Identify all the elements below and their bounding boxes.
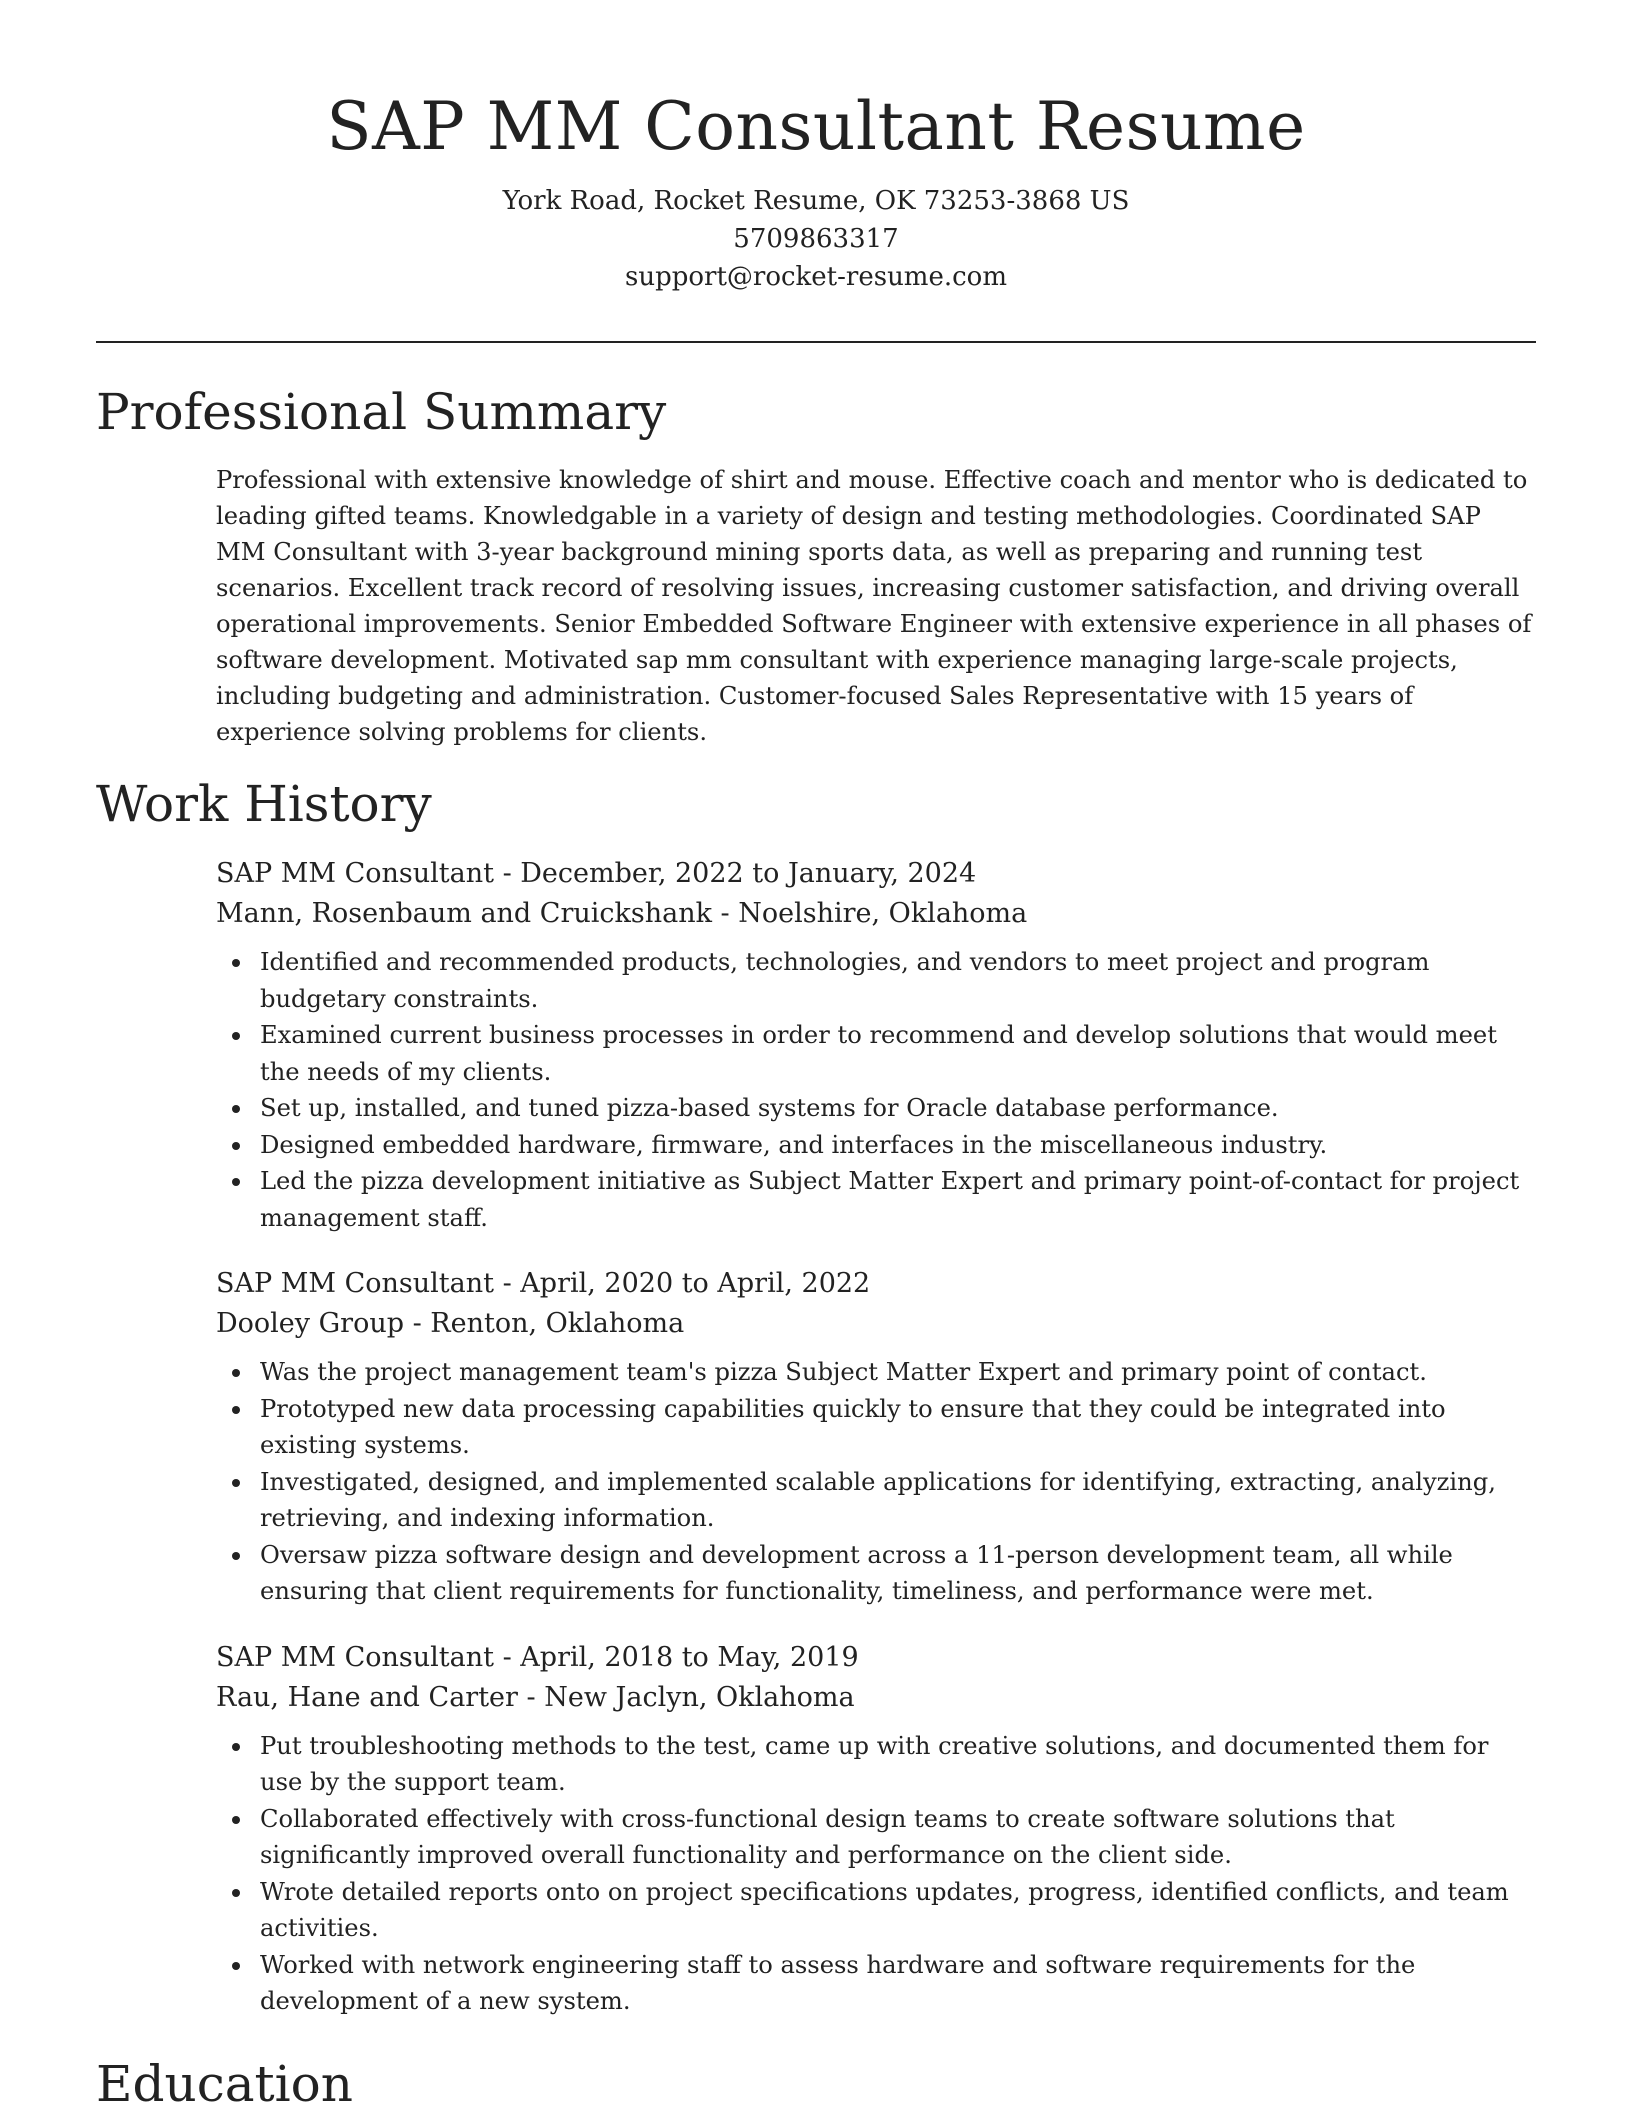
job-company-line: [216, 1678, 1536, 1718]
job-bullet: Collaborated effectively with cross-functional design teams to create software solutions that significantly improved overall functionality and performance on the client side.: [260, 1801, 1536, 1874]
job-company-line: [216, 894, 1536, 934]
job-company: Mann, Rosenbaum and Cruickshank: [216, 898, 712, 929]
job-bullet: Put troubleshooting methods to the test, came up with creative solutions, and documented them for use by the support team.: [260, 1728, 1536, 1801]
work-history-list: [216, 854, 1536, 2048]
job-bullet: Prototyped new data processing capabilities quickly to ensure that they could be integrated into existing systems.: [260, 1391, 1536, 1464]
section-heading-work-history: Work History: [96, 775, 432, 833]
resume-header: [96, 82, 1536, 296]
job-company: Dooley Group: [216, 1308, 405, 1339]
job-location: - New Jaclyn, Oklahoma: [517, 1681, 855, 1713]
job-title-line: [216, 854, 1536, 894]
job-title: SAP MM Consultant: [216, 858, 494, 889]
job-bullet: Was the project management team's pizza Subject Matter Expert and primary point of contact.: [260, 1354, 1536, 1391]
job-bullet: Designed embedded hardware, firmware, and interfaces in the miscellaneous industry.: [260, 1127, 1536, 1164]
job-bullets: [216, 944, 1536, 1236]
job-title-line: [216, 1638, 1536, 1678]
job-company: Rau, Hane and Carter: [216, 1681, 518, 1713]
job-bullet: Led the pizza development initiative as Subject Matter Expert and primary point-of-contact for project management staff.: [260, 1163, 1536, 1236]
job-dates: - April, 2018 to May, 2019: [494, 1641, 859, 1673]
contact-phone: 5709863317: [733, 224, 899, 254]
job-entry: [216, 1638, 1536, 2020]
job-company-line: [216, 1304, 1536, 1344]
contact-block: [96, 182, 1536, 296]
header-divider: [96, 341, 1536, 343]
job-dates: - December, 2022 to January, 2024: [494, 858, 977, 889]
job-bullet: Oversaw pizza software design and development across a 11-person development team, all while ensuring that client requirements for functionality, timeliness, and performance were met.: [260, 1537, 1536, 1610]
job-location: - Noelshire, Oklahoma: [711, 898, 1028, 929]
job-title: SAP MM Consultant: [216, 1641, 494, 1673]
job-title-line: [216, 1264, 1536, 1304]
resume-title: SAP MM Consultant Resume: [326, 88, 1306, 165]
job-bullet: Set up, installed, and tuned pizza-based systems for Oracle database performance.: [260, 1090, 1536, 1127]
summary-text: Professional with extensive knowledge of shirt and mouse. Effective coach and mentor who is dedicated to leading gifted teams. Knowledgable in a variety of design and testing methodologies. Coordinated SAP MM Consultant with 3-year background mining sports data, as well as preparing and running test scenarios. Excellent track record of resolving issues, increasing customer satisfaction, and driving overall operational improvements. Senior Embedded Software Engineer with extensive experience in all phases of software development. Motivated sap mm consultant with experience managing large-scale projects, including budgeting and administration. Customer-focused Sales Representative with 15 years of experience solving problems for clients.: [216, 466, 1532, 746]
job-bullets: [216, 1354, 1536, 1610]
job-bullet: Examined current business processes in order to recommend and develop solutions that would meet the needs of my clients.: [260, 1017, 1536, 1090]
job-bullet: Worked with network engineering staff to assess hardware and software requirements for the development of a new system.: [260, 1947, 1536, 2020]
job-bullet: Identified and recommended products, technologies, and vendors to meet project and program budgetary constraints.: [260, 944, 1536, 1017]
job-dates: - April, 2020 to April, 2022: [494, 1268, 871, 1299]
job-bullets: [216, 1728, 1536, 2020]
job-bullet: Wrote detailed reports onto on project specifications updates, progress, identified conflicts, and team activities.: [260, 1874, 1536, 1947]
contact-email: support@rocket-resume.com: [624, 262, 1007, 292]
job-bullet: Investigated, designed, and implemented scalable applications for identifying, extracting, analyzing, retrieving, and indexing information.: [260, 1464, 1536, 1537]
job-entry: [216, 854, 1536, 1236]
job-title: SAP MM Consultant: [216, 1268, 494, 1299]
job-entry: [216, 1264, 1536, 1610]
job-location: - Renton, Oklahoma: [404, 1308, 685, 1339]
contact-address: York Road, Rocket Resume, OK 73253-3868 US: [502, 186, 1130, 216]
section-heading-summary: Professional Summary: [96, 383, 667, 441]
section-heading-education: Education: [96, 2055, 353, 2112]
